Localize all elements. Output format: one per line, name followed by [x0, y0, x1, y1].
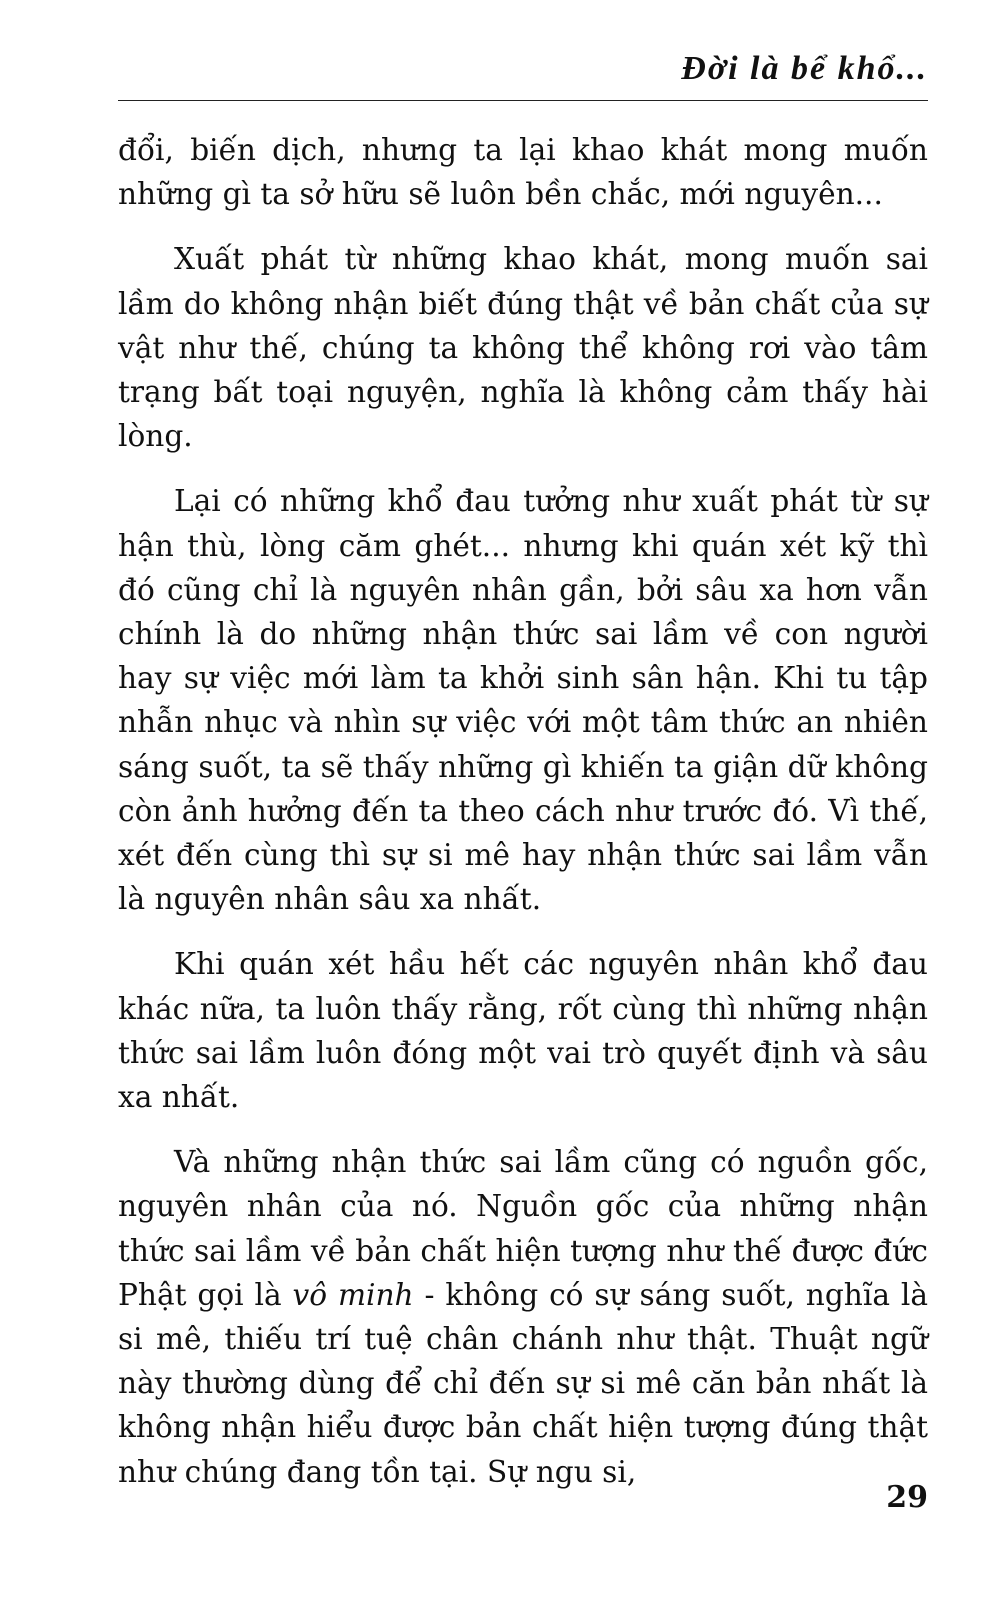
paragraph [118, 1140, 928, 1494]
paragraph-continuation: đổi, biến dịch, nhưng ta lại khao khát mong muốn những gì ta sở hữu sẽ luôn bền chắc, mới nguyên... [118, 133, 928, 212]
paragraph-text: Và những nhận thức sai lầm cũng có nguồn gốc, nguyên nhân của nó. Nguồn gốc của những nhận thức sai lầm về bản chất hiện tượng như thế được đức Phật gọi là [118, 1145, 928, 1312]
paragraph: Lại có những khổ đau tưởng như xuất phát từ sự hận thù, lòng căm ghét... nhưng khi quán xét kỹ thì đó cũng chỉ là nguyên nhân gần, bởi sâu xa hơn vẫn chính là do những nhận thức sai lầm về con người hay sự việc mới làm ta khởi sinh sân hận. Khi tu tập nhẫn nhục và nhìn sự việc với một tâm thức an nhiên sáng suốt, ta sẽ thấy những gì khiến ta giận dữ không còn ảnh hưởng đến ta theo cách như trước đó. Vì thế, xét đến cùng thì sự si mê hay nhận thức sai lầm vẫn là nguyên nhân sâu xa nhất. [118, 484, 928, 917]
paragraph: Khi quán xét hầu hết các nguyên nhân khổ đau khác nữa, ta luôn thấy rằng, rốt cùng thì những nhận thức sai lầm luôn đóng một vai trò quyết định và sâu xa nhất. [118, 947, 928, 1115]
paragraph-text: - không có sự sáng suốt, nghĩa là si mê, thiếu trí tuệ chân chánh như thật. Thuật ngữ này thường dùng để chỉ đến sự si mê căn bản nhất là không nhận hiểu được bản chất hiện tượng đúng thật như chúng đang tồn tại. Sự ngu si, [118, 1277, 928, 1489]
italic-term: vô minh [292, 1277, 414, 1312]
running-header: Đời là bể khổ... [681, 50, 928, 87]
paragraph: Xuất phát từ những khao khát, mong muốn sai lầm do không nhận biết đúng thật về bản chất của sự vật như thế, chúng ta không thể không rơi vào tâm trạng bất toại nguyện, nghĩa là không cảm thấy hài lòng. [118, 242, 928, 454]
page-number: 29 [886, 1480, 928, 1515]
body-text [118, 128, 928, 1515]
header-rule [118, 100, 928, 101]
